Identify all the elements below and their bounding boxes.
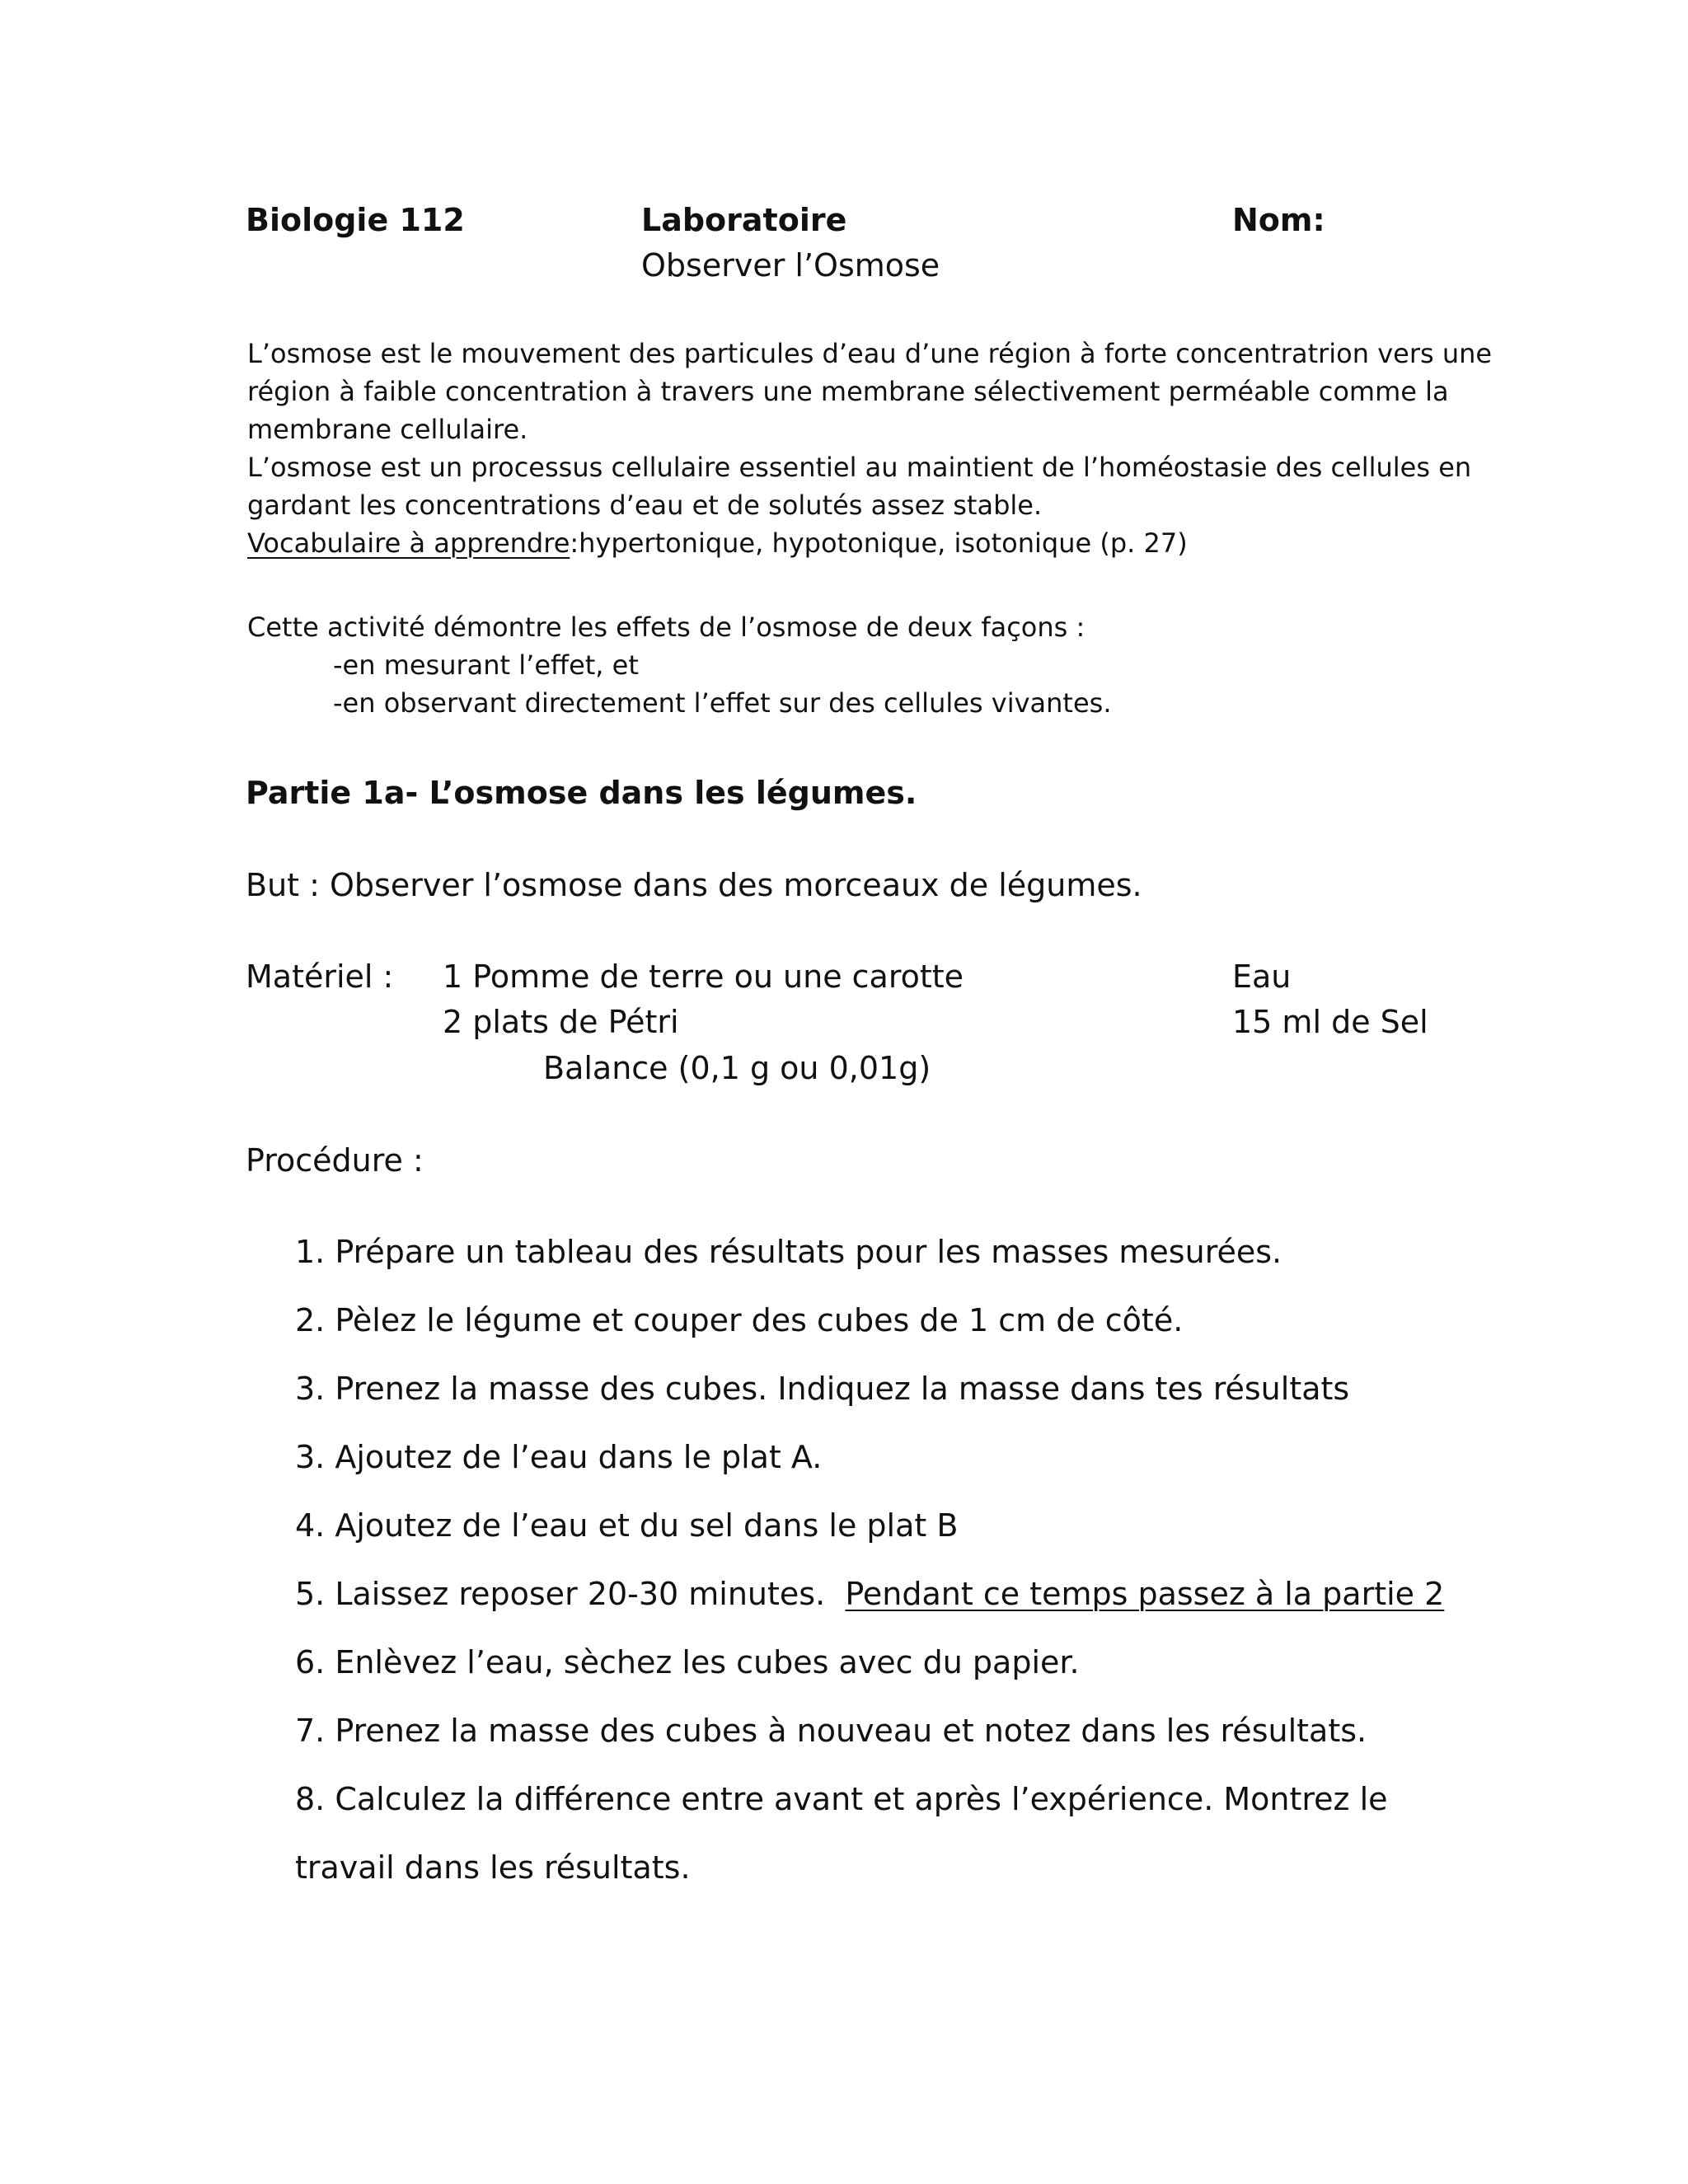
procedure-step-text: 5. Laissez reposer 20-30 minutes. <box>295 1576 826 1612</box>
procedure-step: 2. Pèlez le légume et couper des cubes de 1 cm de côté. <box>295 1302 1184 1338</box>
activity-item-1: -en mesurant l’effet, et <box>333 649 639 681</box>
procedure-step: 3. Ajoutez de l’eau dans le plat A. <box>295 1439 823 1475</box>
procedure-step <box>295 1576 1444 1612</box>
procedure-label: Procédure : <box>246 1142 424 1179</box>
activity-item-2: -en observant directement l’effet sur des cellules vivantes. <box>333 687 1112 719</box>
intro-line-2: région à faible concentration à travers une membrane sélectivement perméable comme la <box>247 376 1449 407</box>
intro-line-5: gardant les concentrations d’eau et de solutés assez stable. <box>247 490 1043 521</box>
procedure-step: 4. Ajoutez de l’eau et du sel dans le plat B <box>295 1507 959 1544</box>
materials-label: Matériel : <box>246 958 394 995</box>
material-item: Eau <box>1232 958 1292 995</box>
vocab-line <box>247 527 1188 559</box>
procedure-step-note: Pendant ce temps passez à la partie 2 <box>845 1576 1445 1612</box>
material-item: Balance (0,1 g ou 0,01g) <box>543 1050 931 1086</box>
procedure-step: 1. Prépare un tableau des résultats pour les masses mesurées. <box>295 1234 1282 1270</box>
intro-line-3: membrane cellulaire. <box>247 414 528 445</box>
part1a-heading: Partie 1a- L’osmose dans les légumes. <box>246 775 917 811</box>
vocab-text: :hypertonique, hypotonique, isotonique (p. 27) <box>570 527 1188 559</box>
lab-title: Laboratoire <box>641 202 847 238</box>
subtitle: Observer l’Osmose <box>641 247 940 284</box>
material-item: 15 ml de Sel <box>1232 1004 1428 1040</box>
procedure-step: 3. Prenez la masse des cubes. Indiquez la masse dans tes résultats <box>295 1371 1350 1407</box>
intro-line-4: L’osmose est un processus cellulaire essentiel au maintient de l’homéostasie des cellules en <box>247 452 1472 483</box>
goal-line: But : Observer l’osmose dans des morceaux de légumes. <box>246 867 1142 903</box>
activity-lead: Cette activité démontre les effets de l’osmose de deux façons : <box>247 612 1085 643</box>
procedure-step-continuation: travail dans les résultats. <box>295 1849 691 1886</box>
material-item: 2 plats de Pétri <box>443 1004 679 1040</box>
vocab-label: Vocabulaire à apprendre <box>247 527 570 559</box>
intro-line-1: L’osmose est le mouvement des particules d’eau d’une région à forte concentratrion vers une <box>247 338 1493 369</box>
material-item: 1 Pomme de terre ou une carotte <box>443 958 964 995</box>
course-title: Biologie 112 <box>246 202 465 238</box>
name-label: Nom: <box>1232 202 1325 238</box>
procedure-step: 6. Enlèvez l’eau, sèchez les cubes avec du papier. <box>295 1644 1080 1680</box>
procedure-step: 7. Prenez la masse des cubes à nouveau et notez dans les résultats. <box>295 1713 1367 1749</box>
procedure-step: 8. Calculez la différence entre avant et après l’expérience. Montrez le <box>295 1781 1388 1817</box>
